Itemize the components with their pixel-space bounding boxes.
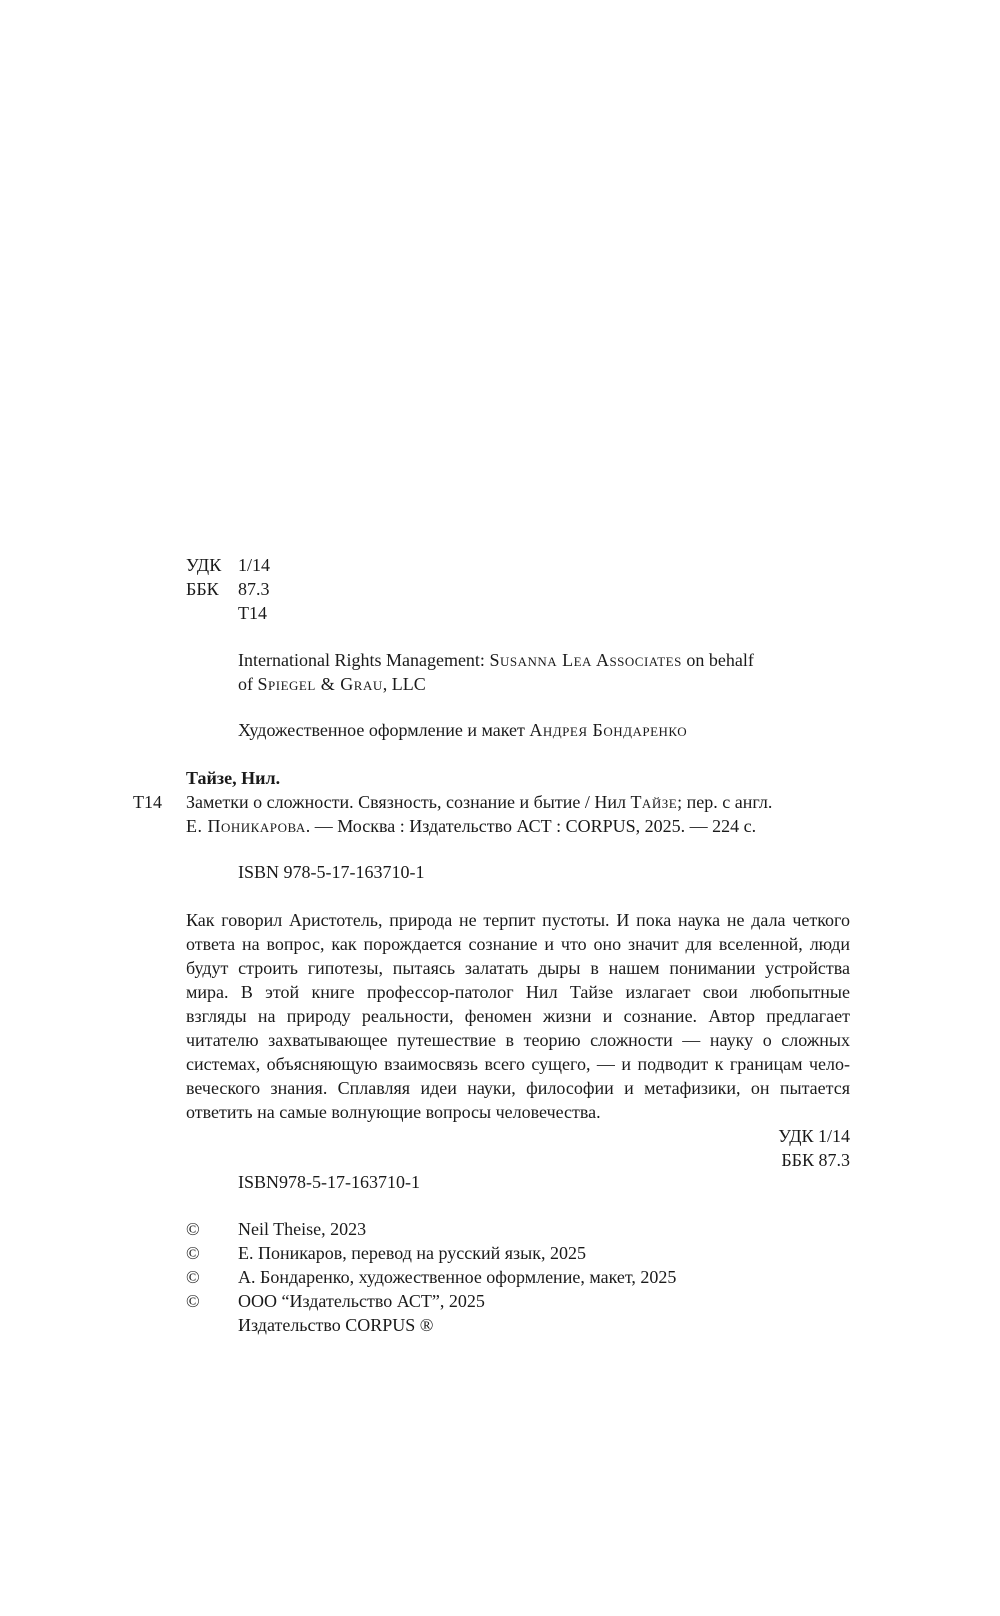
annotation-line: ответить на самые волнующие вопросы человечества. — [186, 1102, 601, 1122]
copyright-text: А. Бондаренко, художественное оформление, макет, 2025 — [238, 1267, 677, 1287]
rights-line-2 — [238, 672, 426, 696]
annotation — [186, 908, 850, 1124]
design-name: Андрея Бондаренко — [529, 720, 688, 740]
rights-publisher: Spiegel & Grau — [257, 674, 383, 694]
biblio-translator: Е. Поникарова — [186, 816, 306, 836]
rights-middle: on behalf — [681, 650, 754, 670]
copyright-symbol: © — [186, 1243, 200, 1263]
annotation-line: взгляды на природу реальности, феномен жизни и сознание. Автор предлагает — [186, 1006, 850, 1026]
rights-suffix: , LLC — [382, 674, 426, 694]
annotation-line: Как говорил Аристотель, природа не терпит пустоты. И пока наука не дала четкого — [186, 910, 850, 930]
isbn-2: ISBN978-5-17-163710-1 — [238, 1172, 420, 1192]
isbn: ISBN 978-5-17-163710-1 — [238, 862, 425, 882]
annotation-line: читателю захватывающее путешествие в теорию сложности — науку о сложных — [186, 1030, 850, 1050]
biblio-line-2 — [186, 814, 756, 838]
annotation-line: мира. В этой книге профессор-патолог Нил Тайзе излагает свои любопытные — [186, 982, 850, 1002]
copyright-text: Neil Theise, 2023 — [238, 1219, 367, 1239]
biblio-mark: Т14 — [133, 792, 162, 812]
biblio-title: Заметки о сложности. Связность, сознание и бытие / Нил — [186, 792, 631, 812]
biblio-line-1 — [186, 790, 772, 814]
design-credit — [238, 718, 687, 742]
author-heading: Тайзе, Нил. — [186, 768, 281, 788]
copyright-text: Издательство CORPUS ® — [238, 1315, 434, 1335]
rights-line-1 — [238, 648, 754, 672]
udk-value: 1/14 — [238, 555, 271, 575]
bbk-label: ББК — [186, 579, 219, 599]
rights-agency: Susanna Lea Associates — [489, 650, 682, 670]
rights-prefix: International Rights Management: — [238, 650, 490, 670]
biblio-author: Тайзе — [630, 792, 678, 812]
biblio-translation: ; пер. с англ. — [677, 792, 773, 812]
rights-of: of — [238, 674, 258, 694]
copyright-symbol: © — [186, 1267, 200, 1287]
copyright-text: Е. Поникаров, перевод на русский язык, 2025 — [238, 1243, 586, 1263]
bbk-right: ББК 87.3 — [781, 1150, 850, 1170]
udk-right: УДК 1/14 — [778, 1126, 850, 1146]
annotation-line: веческого знания. Сплавляя идеи науки, философии и метафизики, он пытается — [186, 1078, 850, 1098]
design-text: Художественное оформление и макет — [238, 720, 530, 740]
annotation-line: системах, объясняющую взаимосвязь всего сущего, — и подводит к границам чело- — [186, 1054, 850, 1074]
copyright-symbol: © — [186, 1291, 200, 1311]
copyright-text: ООО “Издательство АСТ”, 2025 — [238, 1291, 485, 1311]
biblio-imprint: . — Москва : Издательство АСТ : CORPUS, 2025. — 224 с. — [305, 816, 757, 836]
udk-label: УДК — [186, 555, 222, 575]
bbk-value: 87.3 — [238, 579, 270, 599]
annotation-line: ответа на вопрос, как порождается сознание и что оно значит для вселенной, люди — [186, 934, 850, 954]
annotation-line: будут строить гипотезы, пытаясь залатать дыры в нашем понимании устройства — [186, 958, 850, 978]
author-mark: Т14 — [238, 603, 267, 623]
copyright-symbol: © — [186, 1219, 200, 1239]
